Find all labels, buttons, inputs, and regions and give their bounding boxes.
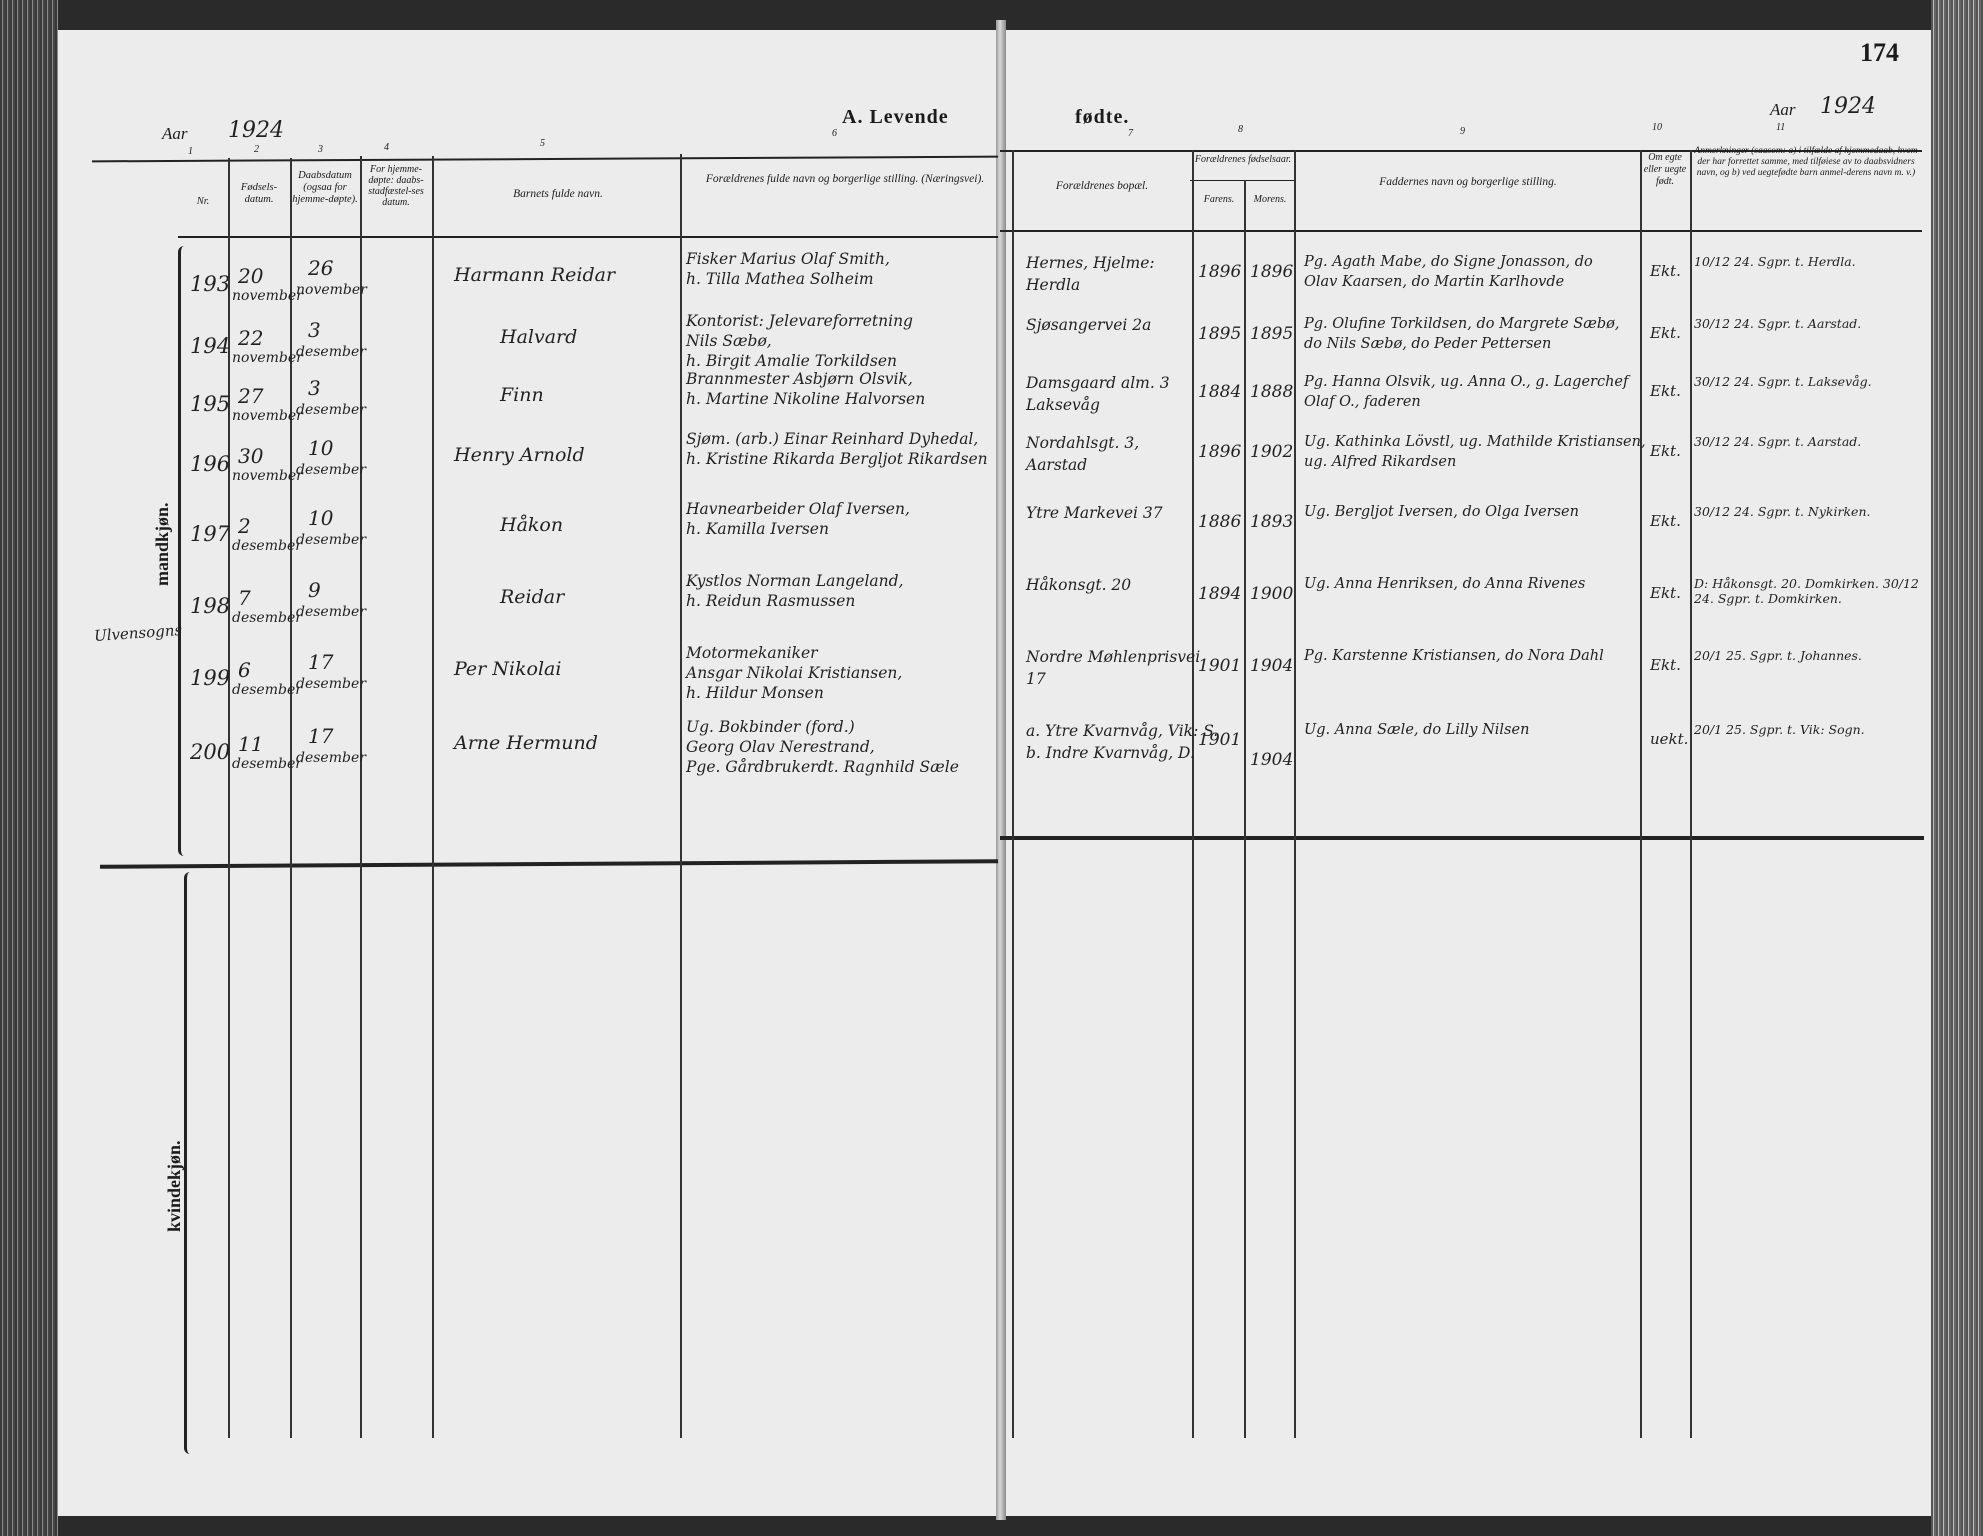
residence-line: Hernes, Hjelme: bbox=[1026, 254, 1155, 272]
birth-month: november bbox=[232, 408, 303, 424]
header-foreldre: Forældrenes fulde navn og borgerlige stilling. (Næringsvei). bbox=[705, 173, 985, 185]
header-farens: Farens. bbox=[1203, 194, 1235, 205]
parents-line: Kontorist: Jelevareforretning bbox=[686, 312, 913, 330]
mother-birth-year: 1895 bbox=[1250, 324, 1294, 344]
header-bottom-rule bbox=[1000, 230, 1922, 232]
mother-birth-year: 1904 bbox=[1250, 656, 1294, 676]
year-label-right: Aar bbox=[1770, 100, 1796, 119]
godparents-line: Pg. Hanna Olsvik, ug. Anna O., g. Lagerchef bbox=[1304, 374, 1629, 390]
book-edge-left bbox=[0, 0, 58, 1536]
baptism-day: 10 bbox=[308, 506, 334, 530]
birth-day: 22 bbox=[238, 326, 264, 350]
fodselsaar-subrule bbox=[1190, 180, 1294, 181]
godparents-line: Pg. Olufine Torkildsen, do Margrete Sæbø, bbox=[1304, 316, 1620, 332]
godparents-line: Ug. Bergljot Iversen, do Olga Iversen bbox=[1304, 504, 1579, 520]
child-name: Håkon bbox=[500, 514, 564, 536]
birth-day: 20 bbox=[238, 264, 264, 288]
header-faddere: Faddernes navn og borgerlige stilling. bbox=[1379, 176, 1557, 188]
column-number: 4 bbox=[384, 142, 389, 153]
birth-month: november bbox=[232, 468, 303, 484]
godparents-line: Ug. Anna Henriksen, do Anna Rivenes bbox=[1304, 576, 1586, 592]
birth-day: 7 bbox=[238, 586, 251, 610]
header-morens: Morens. bbox=[1253, 194, 1287, 205]
residence-line: a. Ytre Kvarnvåg, Vik: S. bbox=[1026, 722, 1219, 740]
child-name: Finn bbox=[500, 384, 544, 406]
column-rule bbox=[680, 154, 682, 1438]
remarks: 20/1 25. Sgpr. t. Vik: Sogn. bbox=[1694, 722, 1865, 737]
parents-line: Motormekaniker bbox=[686, 644, 818, 662]
godparents-line: ug. Alfred Rikardsen bbox=[1304, 454, 1457, 470]
column-rule bbox=[1690, 150, 1692, 1438]
parents-line: Georg Olav Nerestrand, bbox=[686, 738, 875, 756]
father-birth-year: 1896 bbox=[1198, 442, 1242, 462]
residence-line: Nordahlsgt. 3, bbox=[1026, 434, 1140, 452]
birth-day: 2 bbox=[238, 514, 251, 538]
legitimacy: Ekt. bbox=[1650, 512, 1681, 530]
remarks: 30/12 24. Sgpr. t. Aarstad. bbox=[1694, 316, 1862, 331]
column-number: 3 bbox=[318, 144, 323, 155]
father-birth-year: 1901 bbox=[1198, 656, 1242, 676]
godparents-line: Olaf O., faderen bbox=[1304, 394, 1421, 410]
baptism-month: desember bbox=[296, 604, 366, 620]
entry-number: 193 bbox=[190, 272, 231, 296]
father-birth-year: 1894 bbox=[1198, 584, 1242, 604]
baptism-day: 3 bbox=[308, 376, 321, 400]
page-number: 174 bbox=[1860, 38, 1899, 67]
baptism-day: 17 bbox=[308, 650, 334, 674]
parents-line: h. Hildur Monsen bbox=[686, 684, 824, 702]
residence-line: Laksevåg bbox=[1026, 396, 1100, 414]
column-number: 11 bbox=[1776, 122, 1786, 133]
legitimacy: Ekt. bbox=[1650, 656, 1681, 674]
child-name: Reidar bbox=[500, 586, 565, 608]
column-number: 8 bbox=[1238, 124, 1243, 135]
remarks: 20/1 25. Sgpr. t. Johannes. bbox=[1694, 648, 1862, 663]
child-name: Per Nikolai bbox=[454, 658, 562, 680]
legitimacy: Ekt. bbox=[1650, 584, 1681, 602]
baptism-day: 10 bbox=[308, 436, 334, 460]
baptism-month: desember bbox=[296, 676, 366, 692]
header-egte: Om egte eller uegte født. bbox=[1643, 152, 1687, 187]
column-rule bbox=[1294, 150, 1296, 1438]
parents-line: Sjøm. (arb.) Einar Reinhard Dyhedal, bbox=[686, 430, 979, 448]
title-right: fødte. bbox=[1075, 106, 1130, 128]
year-right: 1924 bbox=[1820, 94, 1876, 119]
parents-line: h. Tilla Mathea Solheim bbox=[686, 270, 874, 288]
child-name: Arne Hermund bbox=[454, 732, 598, 754]
residence-line: b. Indre Kvarnvåg, D. bbox=[1026, 744, 1195, 762]
girls-brace bbox=[184, 872, 199, 1454]
birth-month: desember bbox=[232, 756, 302, 772]
residence-line: Aarstad bbox=[1026, 456, 1088, 474]
residence-line: Sjøsangervei 2a bbox=[1026, 316, 1152, 334]
parents-line: Pge. Gårdbrukerdt. Ragnhild Sæle bbox=[686, 758, 959, 776]
baptism-month: desember bbox=[296, 462, 366, 478]
column-rule bbox=[1012, 150, 1014, 1438]
residence-line: Ytre Markevei 37 bbox=[1026, 504, 1163, 522]
entry-number: 200 bbox=[190, 740, 231, 764]
header-hjemme: For hjemme-døpte: daabs-stadfæstel-ses datum. bbox=[368, 164, 424, 208]
column-number: 5 bbox=[540, 138, 545, 149]
mother-birth-year: 1896 bbox=[1250, 262, 1294, 282]
column-rule bbox=[1640, 150, 1642, 1438]
baptism-month: desember bbox=[296, 750, 366, 766]
birth-day: 30 bbox=[238, 444, 264, 468]
column-rule bbox=[1244, 180, 1246, 1438]
column-rule bbox=[432, 156, 434, 1438]
birth-month: desember bbox=[232, 610, 302, 626]
header-barn: Barnets fulde navn. bbox=[513, 188, 603, 200]
legitimacy: Ekt. bbox=[1650, 442, 1681, 460]
parents-line: h. Reidun Rasmussen bbox=[686, 592, 856, 610]
baptism-day: 26 bbox=[308, 256, 334, 280]
baptism-day: 17 bbox=[308, 724, 334, 748]
father-birth-year: 1901 bbox=[1198, 730, 1242, 750]
child-name: Henry Arnold bbox=[454, 444, 585, 466]
title-left: A. Levende bbox=[842, 106, 949, 128]
residence-line: Herdla bbox=[1026, 276, 1081, 294]
birth-day: 27 bbox=[238, 384, 264, 408]
birth-month: desember bbox=[232, 682, 302, 698]
parents-line: Nils Sæbø, bbox=[686, 332, 772, 350]
column-number: 7 bbox=[1128, 128, 1133, 139]
father-birth-year: 1896 bbox=[1198, 262, 1242, 282]
entry-number: 196 bbox=[190, 452, 231, 476]
parents-line: Fisker Marius Olaf Smith, bbox=[686, 250, 890, 268]
header-nr: Nr. bbox=[196, 196, 210, 207]
column-number: 2 bbox=[254, 144, 259, 155]
baptism-month: desember bbox=[296, 344, 366, 360]
parents-line: Kystlos Norman Langeland, bbox=[686, 572, 904, 590]
remarks: D: Håkonsgt. 20. Domkirken. 30/12 24. Sgpr. t. Domkirken. bbox=[1694, 576, 1919, 606]
godparents-line: Ug. Kathinka Lövstl, ug. Mathilde Kristiansen, bbox=[1304, 434, 1646, 450]
entry-number: 195 bbox=[190, 392, 231, 416]
entry-number: 199 bbox=[190, 666, 231, 690]
parents-line: Brannmester Asbjørn Olsvik, bbox=[686, 370, 913, 388]
year-left: 1924 bbox=[228, 118, 284, 143]
baptism-month: november bbox=[296, 282, 367, 298]
parents-line: Ug. Bokbinder (ford.) bbox=[686, 718, 855, 736]
column-number: 6 bbox=[832, 128, 837, 139]
parents-line: h. Kristine Rikarda Bergljot Rikardsen bbox=[686, 450, 988, 468]
child-name: Halvard bbox=[500, 326, 578, 348]
mother-birth-year: 1902 bbox=[1250, 442, 1294, 462]
legitimacy: Ekt. bbox=[1650, 324, 1681, 342]
header-bopael: Forældrenes bopæl. bbox=[1055, 180, 1149, 192]
birth-day: 6 bbox=[238, 658, 251, 682]
remarks: 30/12 24. Sgpr. t. Aarstad. bbox=[1694, 434, 1862, 449]
legitimacy: uekt. bbox=[1650, 730, 1689, 748]
residence-line: Håkonsgt. 20 bbox=[1026, 576, 1132, 594]
column-number: 10 bbox=[1652, 122, 1662, 133]
parents-line: Ansgar Nikolai Kristiansen, bbox=[686, 664, 903, 682]
column-number: 1 bbox=[188, 146, 193, 157]
baptism-month: desember bbox=[296, 532, 366, 548]
remarks: 30/12 24. Sgpr. t. Laksevåg. bbox=[1694, 374, 1872, 389]
column-number: 9 bbox=[1460, 126, 1465, 137]
entry-number: 197 bbox=[190, 522, 231, 546]
section-separator bbox=[1000, 836, 1924, 840]
godparents-line: do Nils Sæbø, do Peder Pettersen bbox=[1304, 336, 1552, 352]
legitimacy: Ekt. bbox=[1650, 382, 1681, 400]
header-daab: Daabsdatum (ogsaa for hjemme-døpte). bbox=[292, 170, 358, 205]
godparents-line: Olav Kaarsen, do Martin Karlhovde bbox=[1304, 274, 1565, 290]
godparents-line: Pg. Karstenne Kristiansen, do Nora Dahl bbox=[1304, 648, 1604, 664]
residence-line: Damsgaard alm. 3 bbox=[1026, 374, 1170, 392]
father-birth-year: 1895 bbox=[1198, 324, 1242, 344]
section-girls: kvindekjøn. bbox=[164, 1140, 184, 1232]
legitimacy: Ekt. bbox=[1650, 262, 1681, 280]
birth-month: november bbox=[232, 288, 303, 304]
child-name: Harmann Reidar bbox=[454, 264, 616, 286]
section-boys: mandkjøn. bbox=[152, 502, 172, 586]
right-page bbox=[1000, 30, 1931, 1516]
godparents-line: Ug. Anna Sæle, do Lilly Nilsen bbox=[1304, 722, 1530, 738]
baptism-day: 3 bbox=[308, 318, 321, 342]
book-edge-right bbox=[1931, 0, 1983, 1536]
header-bottom-rule bbox=[178, 236, 998, 238]
year-label-left: Aar bbox=[162, 124, 188, 143]
father-birth-year: 1886 bbox=[1198, 512, 1242, 532]
remarks: 30/12 24. Sgpr. t. Nykirken. bbox=[1694, 504, 1871, 519]
mother-birth-year: 1904 bbox=[1250, 750, 1294, 770]
parents-line: h. Birgit Amalie Torkildsen bbox=[686, 352, 897, 370]
father-birth-year: 1884 bbox=[1198, 382, 1242, 402]
column-rule bbox=[1192, 150, 1194, 1438]
birth-day: 11 bbox=[238, 732, 264, 756]
parents-line: Havnearbeider Olaf Iversen, bbox=[686, 500, 910, 518]
entry-number: 198 bbox=[190, 594, 231, 618]
residence-line: 17 bbox=[1026, 670, 1046, 688]
header-fodsel: Fødsels-datum. bbox=[240, 182, 278, 205]
header-anmerkninger: Anmerkninger (saasom: a) i tilfælde af hjemmedaab, hvem der har forrettet samme, med tilføiese av to daabsvidners navn, og b) ved uegtefødte barn anmel-derens navn m. v.) bbox=[1694, 146, 1918, 178]
entry-number: 194 bbox=[190, 334, 231, 358]
parents-line: h. Martine Nikoline Halvorsen bbox=[686, 390, 926, 408]
residence-line: Nordre Møhlenprisvei bbox=[1026, 648, 1201, 666]
mother-birth-year: 1900 bbox=[1250, 584, 1294, 604]
godparents-line: Pg. Agath Mabe, do Signe Jonasson, do bbox=[1304, 254, 1593, 270]
mother-birth-year: 1888 bbox=[1250, 382, 1294, 402]
baptism-month: desember bbox=[296, 402, 366, 418]
birth-month: november bbox=[232, 350, 303, 366]
remarks: 10/12 24. Sgpr. t. Herdla. bbox=[1694, 254, 1856, 269]
baptism-day: 9 bbox=[308, 578, 321, 602]
book-gutter bbox=[996, 20, 1006, 1520]
birth-month: desember bbox=[232, 538, 302, 554]
mother-birth-year: 1893 bbox=[1250, 512, 1294, 532]
margin-note: Ulvensogns bbox=[93, 620, 183, 646]
header-fodselsaar: Forældrenes fødselsaar. bbox=[1194, 154, 1292, 165]
parents-line: h. Kamilla Iversen bbox=[686, 520, 829, 538]
